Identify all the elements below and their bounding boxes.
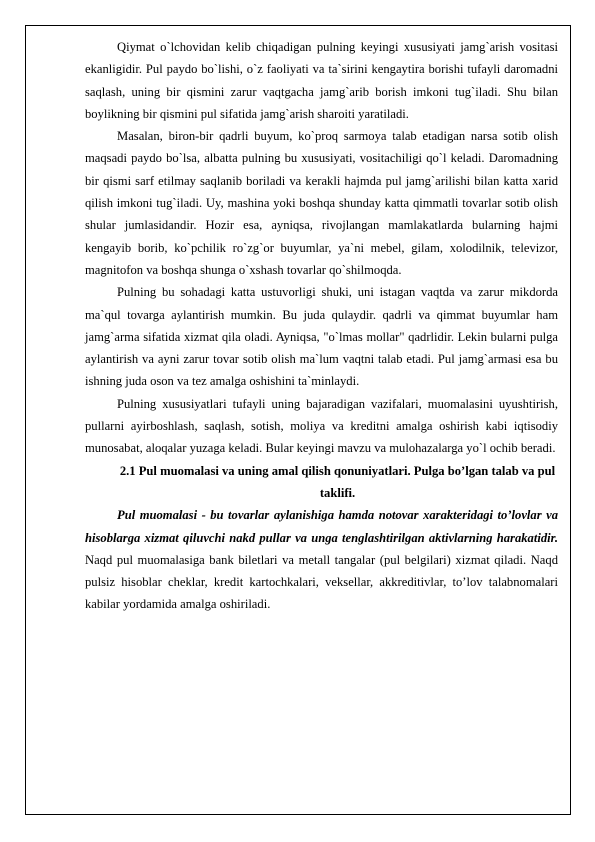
definition-lead: Pul muomalasi - bu tovarlar aylanishiga hamda notovar xarakteridagi to’lovlar va hisoblarga xizmat qiluvchi nakd pullar va unga tenglashtirilgan aktivlarning harakatidir.: [85, 508, 558, 545]
section-heading: 2.1 Pul muomalasi va uning amal qilish qonuniyatlari. Pulga bo’lgan talab va pul taklifi.: [119, 463, 556, 500]
definition-rest: Naqd pul muomalasiga bank biletlari va metall tangalar (pul belgilari) xizmat qiladi. Naqd pulsiz hisoblar cheklar, kredit kartochkalari, veksellar, akkreditivlar, to’lov talabnomalari kabilar yordamida amalga oshiriladi.: [85, 552, 558, 612]
document-body: [85, 36, 558, 616]
paragraph: Pulning xususiyatlari tufayli uning bajaradigan vazifalari, muomalasini uyushtirish, pullarni ayirboshlash, saqlash, sotish, moliya va kreditni amalga oshirish kabi iqtisodiy munosabat, aloqalar yuzaga keladi. Bular keyingi mavzu va mulohazalarga yo`l ochib beradi.: [85, 396, 558, 456]
paragraph: Qiymat o`lchovidan kelib chiqadigan pulning keyingi xususiyati jamg`arish vositasi ekanligidir. Pul paydo bo`lishi, o`z faoliyati va ta`sirini kengaytira borishi tufayli daromadni saqlash, uning bir qismini zarur vaqtgacha jamg`arib borish imkoni tug`iladi. Shu bilan boylikning bir qismini pul sifatida jamg`arish sharoiti yaratiladi.: [85, 40, 558, 121]
paragraph: Masalan, biron-bir qadrli buyum, ko`proq sarmoya talab etadigan narsa sotib olish maqsadi paydo bo`lsa, albatta pulning bu xususiyati, vositachiligi qo`l keladi. Daromadning bir qismi sarf etilmay saqlanib boriladi va kerakli hajmda pul jamg`arilishi bilan katta xarid qilish imkoni tug`iladi. Uy, mashina yoki boshqa shunday katta qimmatli tovarlar sotib olish shular jumlasidandir. Hozir esa, ayniqsa, rivojlangan mamlakatlarda bularning hajmi kengayib borib, ko`pchilik ro`zg`or buyumlar, ya`ni mebel, gilam, xolodilnik, televizor, magnitofon va boshqa shunga o`xshash tovarlar qo`shilmoqda.: [85, 129, 558, 277]
paragraph: Pulning bu sohadagi katta ustuvorligi shuki, uni istagan vaqtda va zarur mikdorda ma`qul tovarga aylantirish mumkin. Bu juda qulaydir. qadrli va qimmat buyumlar ham jamg`arma sifatida xizmat qila oladi. Ayniqsa, "o`lmas mollar" qadrlidir. Lekin bularni pulga aylantirish va ayni zarur tovar sotib olish ma`lum vaqtni talab etadi. Pul jamg`armasi esa bu ishning juda oson va tez amalga oshishini ta`minlaydi.: [85, 285, 558, 389]
paragraph-definition: [85, 504, 558, 615]
